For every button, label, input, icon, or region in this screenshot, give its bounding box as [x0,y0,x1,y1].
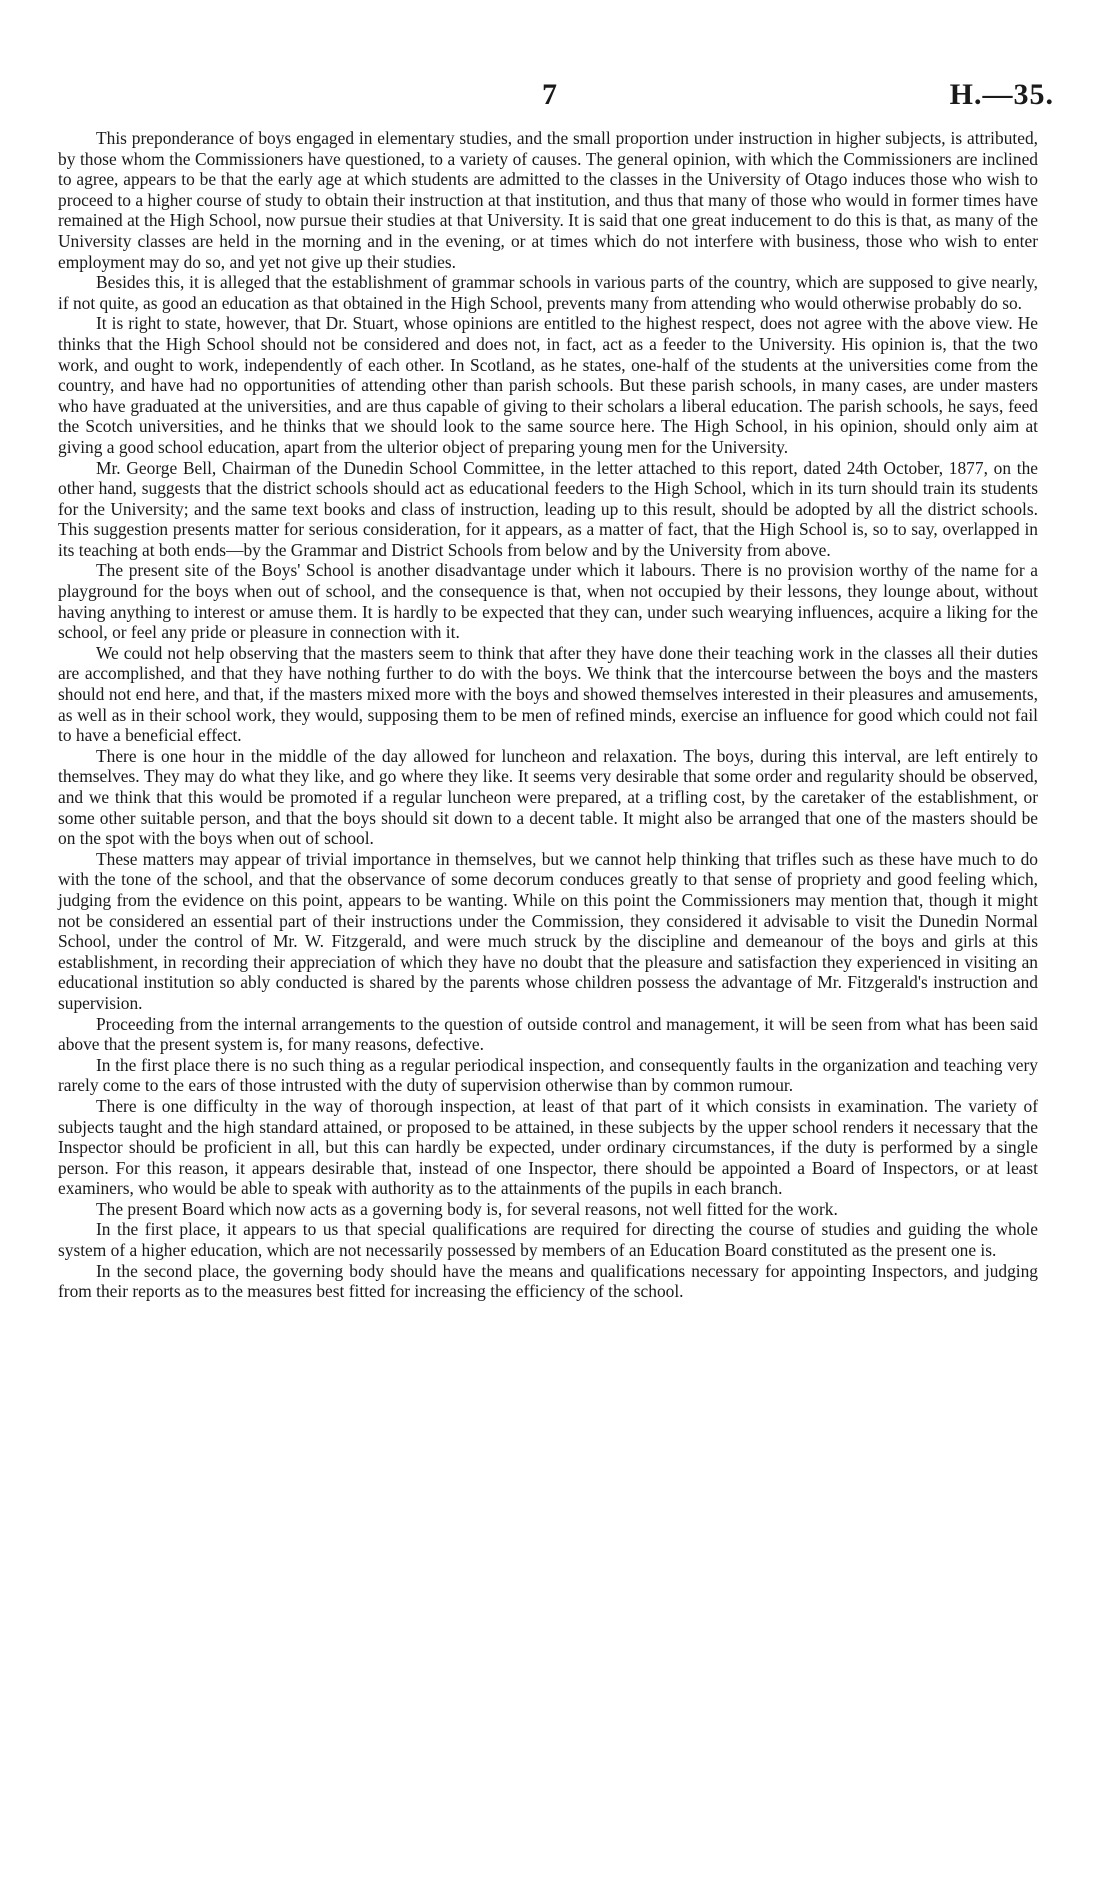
paragraph: This preponderance of boys engaged in elementary studies, and the small proportion under instruction in higher subjects, is attributed, by those whom the Commissioners have questioned, to a variety of causes. The general opinion, with which the Commissioners are inclined to agree, appears to be that the early age at which students are admitted to the classes in the University of Otago induces those who wish to proceed to a higher course of study to obtain their instruction at that institution, and thus that many of those who would in former times have remained at the High School, now pursue their studies at that University. It is said that one great inducement to do this is that, as many of the University classes are held in the morning and in the evening, or at times which do not interfere with business, those who wish to enter employment may do so, and yet not give up their studies. [58,128,1038,272]
paragraph: In the first place there is no such thing as a regular periodical inspection, and consequently faults in the organization and teaching very rarely come to the ears of those intrusted with the duty of supervision otherwise than by common rumour. [58,1054,1038,1096]
paragraph: We could not help observing that the masters seem to think that after they have done their teaching work in the classes all their duties are accomplished, and that they have nothing further to do with the boys. We think that the intercourse between the boys and the masters should not end here, and that, if the masters mixed more with the boys and showed themselves interested in their pleasures and amusements, as well as in their school work, they would, supposing them to be men of refined minds, exercise an influence for good which could not fail to have a beneficial effect. [58,642,1038,746]
paragraph: These matters may appear of trivial importance in themselves, but we cannot help thinking that trifles such as these have much to do with the tone of the school, and that the observance of some decorum conduces greatly to that sense of propriety and good feeling which, judging from the evidence on this point, appears to be wanting. While on this point the Commissioners may mention that, though it might not be considered an essential part of their instructions under the Commission, they considered it advisable to visit the Dunedin Normal School, under the control of Mr. W. Fitzgerald, and were much struck by the discipline and demeanour of the boys and girls at this establishment, in recording their appreciation of which they have no doubt that the pleasure and satisfaction they experienced in visiting an educational institution so ably conducted is shared by the parents whose children possess the advantage of Mr. Fitzgerald's instruction and supervision. [58,848,1038,1013]
document-reference: H.—35. [949,78,1054,111]
paragraph: There is one difficulty in the way of thorough inspection, at least of that part of it which consists in examination. The variety of subjects taught and the high standard attained, or proposed to be attained, in these subjects by the upper school renders it necessary that the Inspector should be proficient in all, but this can hardly be expected, under ordinary circumstances, if the duty is performed by a single person. For this reason, it appears desirable that, instead of one Inspector, there should be appointed a Board of Inspectors, or at least examiners, who would be able to speak with authority as to the attainments of the pupils in each branch. [58,1095,1038,1199]
paragraph: Mr. George Bell, Chairman of the Dunedin School Committee, in the letter attached to this report, dated 24th October, 1877, on the other hand, suggests that the district schools should act as educational feeders to the High School, which in its turn should train its students for the University; and the same text books and class of instruction, leading up to this result, should be adopted by all the district schools. This suggestion presents matter for serious consideration, for it appears, as a matter of fact, that the High School is, so to say, overlapped in its teaching at both ends—by the Grammar and District Schools from below and by the University from above. [58,457,1038,560]
paragraph: The present Board which now acts as a governing body is, for several reasons, not well fitted for the work. [96,1198,838,1219]
paragraph: It is right to state, however, that Dr. Stuart, whose opinions are entitled to the highest respect, does not agree with the above view. He thinks that the High School should not be considered and does not, in fact, act as a feeder to the University. His opinion is, that the two work, and ought to work, independently of each other. In Scotland, as he states, one-half of the students at the universities come from the country, and have had no opportunities of attending other than parish schools. But these parish schools, in many cases, are under masters who have graduated at the universities, and are thus capable of giving to their scholars a liberal education. The parish schools, he says, feed the Scotch universities, and he thinks that we should look to the same source here. The High School, in his opinion, should only aim at giving a good school education, apart from the ulterior object of preparing young men for the University. [58,313,1038,457]
paragraph: The present site of the Boys' School is another disadvantage under which it labours. There is no provision worthy of the name for a playground for the boys when out of school, and the consequence is that, when not occupied by their lessons, they lounge about, without having anything to interest or amuse them. It is hardly to be expected that they can, under such wearying influences, acquire a liking for the school, or feel any pride or pleasure in connection with it. [58,560,1038,643]
paragraph: There is one hour in the middle of the day allowed for luncheon and relaxation. The boys, during this interval, are left entirely to themselves. They may do what they like, and go where they like. It seems very desirable that some order and regularity should be observed, and we think that this would be promoted if a regular luncheon were prepared, at a trifling cost, by the caretaker of the establishment, or some other suitable person, and that the boys should sit down to a decent table. It might also be arranged that one of the masters should be on the spot with the boys when out of school. [58,745,1038,849]
body-text [58,128,1038,1302]
paragraph: In the first place, it appears to us that special qualifications are required for directing the course of studies and guiding the whole system of a higher education, which are not necessarily possessed by members of an Education Board constituted as the present one is. [58,1219,1038,1261]
paragraph: Besides this, it is alleged that the establishment of grammar schools in various parts of the country, which are supposed to give nearly, if not quite, as good an education as that obtained in the High School, prevents many from attending who would otherwise probably do so. [58,272,1038,313]
paragraph: Proceeding from the internal arrangements to the question of outside control and management, it will be seen from what has been said above that the present system is, for many reasons, defective. [58,1013,1038,1055]
page-number: 7 [542,78,558,111]
paragraph: In the second place, the governing body should have the means and qualifications necessary for appointing Inspectors, and judging from their reports as to the measures best fitted for increasing the efficiency of the school. [58,1260,1038,1302]
